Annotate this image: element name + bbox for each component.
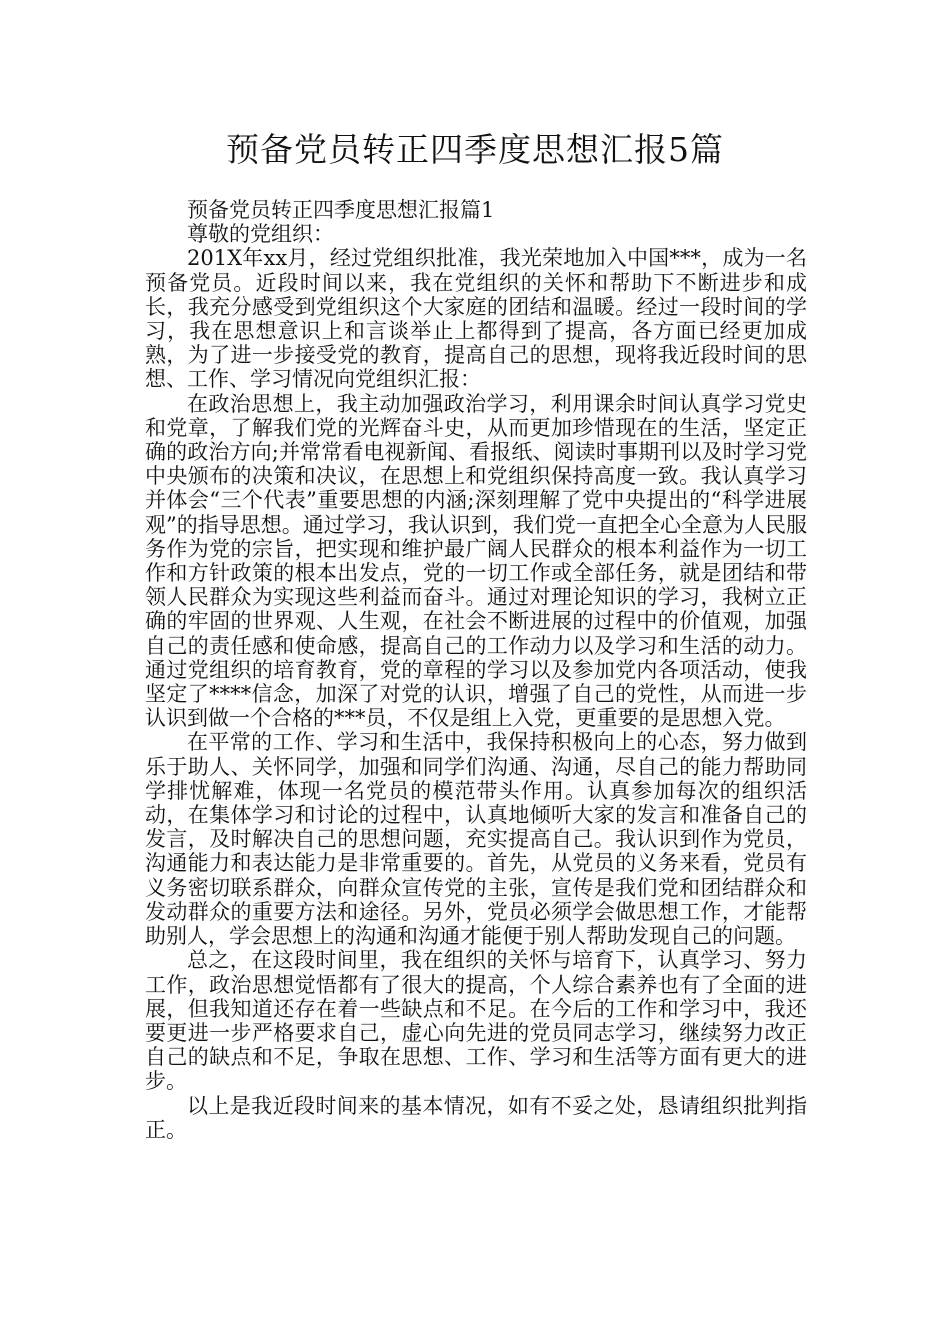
body-paragraph: 在平常的工作、学习和生活中，我保持积极向上的心态，努力做到乐于助人、关怀同学，加强和同学们沟通、沟通，尽自己的能力帮助同学排忧解难，体现一名党员的模范带头作用。认真参加每次的组织活动，在集体学习和讨论的过程中，认真地倾听大家的发言和准备自己的发言，及时解决自己的思想问题，充实提高自己。我认识到作为党员，沟通能力和表达能力是非常重要的。首先，从党员的义务来看，党员有义务密切联系群众，向群众宣传党的主张，宣传是我们党和团结群众和发动群众的重要方法和途径。另外，党员必须学会做思想工作，才能帮助别人，学会思想上的沟通和沟通才能便于别人帮助发现自己的问题。 (145, 730, 807, 949)
body-paragraph: 201X年xx月，经过党组织批准，我光荣地加入中国***，成为一名预备党员。近段时间以来，我在党组织的关怀和帮助下不断进步和成长，我充分感受到党组织这个大家庭的团结和温暖。经过一段时间的学习，我在思想意识上和言谈举止上都得到了提高，各方面已经更加成熟，为了进一步接受党的教育，提高自己的思想，现将我近段时间的思想、工作、学习情况向党组织汇报： (145, 246, 807, 392)
body-paragraph: 以上是我近段时间来的基本情况，如有不妥之处，恳请组织批判指正。 (145, 1093, 807, 1142)
document-body (145, 198, 807, 1142)
body-paragraph: 在政治思想上，我主动加强政治学习，利用课余时间认真学习党史和党章，了解我们党的光辉奋斗史，从而更加珍惜现在的生活，坚定正确的政治方向;并常常看电视新闻、看报纸、阅读时事期刊以及时学习党中央颁布的决策和决议，在思想上和党组织保持高度一致。我认真学习并体会“三个代表”重要思想的内涵;深刻理解了党中央提出的“科学进展观”的指导思想。通过学习，我认识到，我们党一直把全心全意为人民服务作为党的宗旨，把实现和维护最广阔人民群众的根本利益作为一切工作和方针政策的根本出发点，党的一切工作或全部任务，就是团结和带领人民群众为实现这些利益而奋斗。通过对理论知识的学习，我树立正确的牢固的世界观、人生观，在社会不断进展的过程中的价值观，加强自己的责任感和使命感，提高自己的工作动力以及学习和生活的动力。通过党组织的培育教育，党的章程的学习以及参加党内各项活动，使我坚定了****信念，加深了对党的认识，增强了自己的党性，从而进一步认识到做一个合格的***员，不仅是组上入党，更重要的是思想入党。 (145, 391, 807, 731)
section-heading: 预备党员转正四季度思想汇报篇1 (187, 198, 495, 222)
body-paragraph: 总之，在这段时间里，我在组织的关怀与培育下，认真学习、努力工作，政治思想觉悟都有了很大的提高，个人综合素养也有了全面的进展，但我知道还存在着一些缺点和不足。在今后的工作和学习中，我还要更进一步严格要求自己，虚心向先进的党员同志学习，继续努力改正自己的缺点和不足，争取在思想、工作、学习和生活等方面有更大的进步。 (145, 948, 807, 1094)
document-title: 预备党员转正四季度思想汇报5篇 (226, 130, 724, 169)
salutation: 尊敬的党组织： (187, 222, 334, 247)
